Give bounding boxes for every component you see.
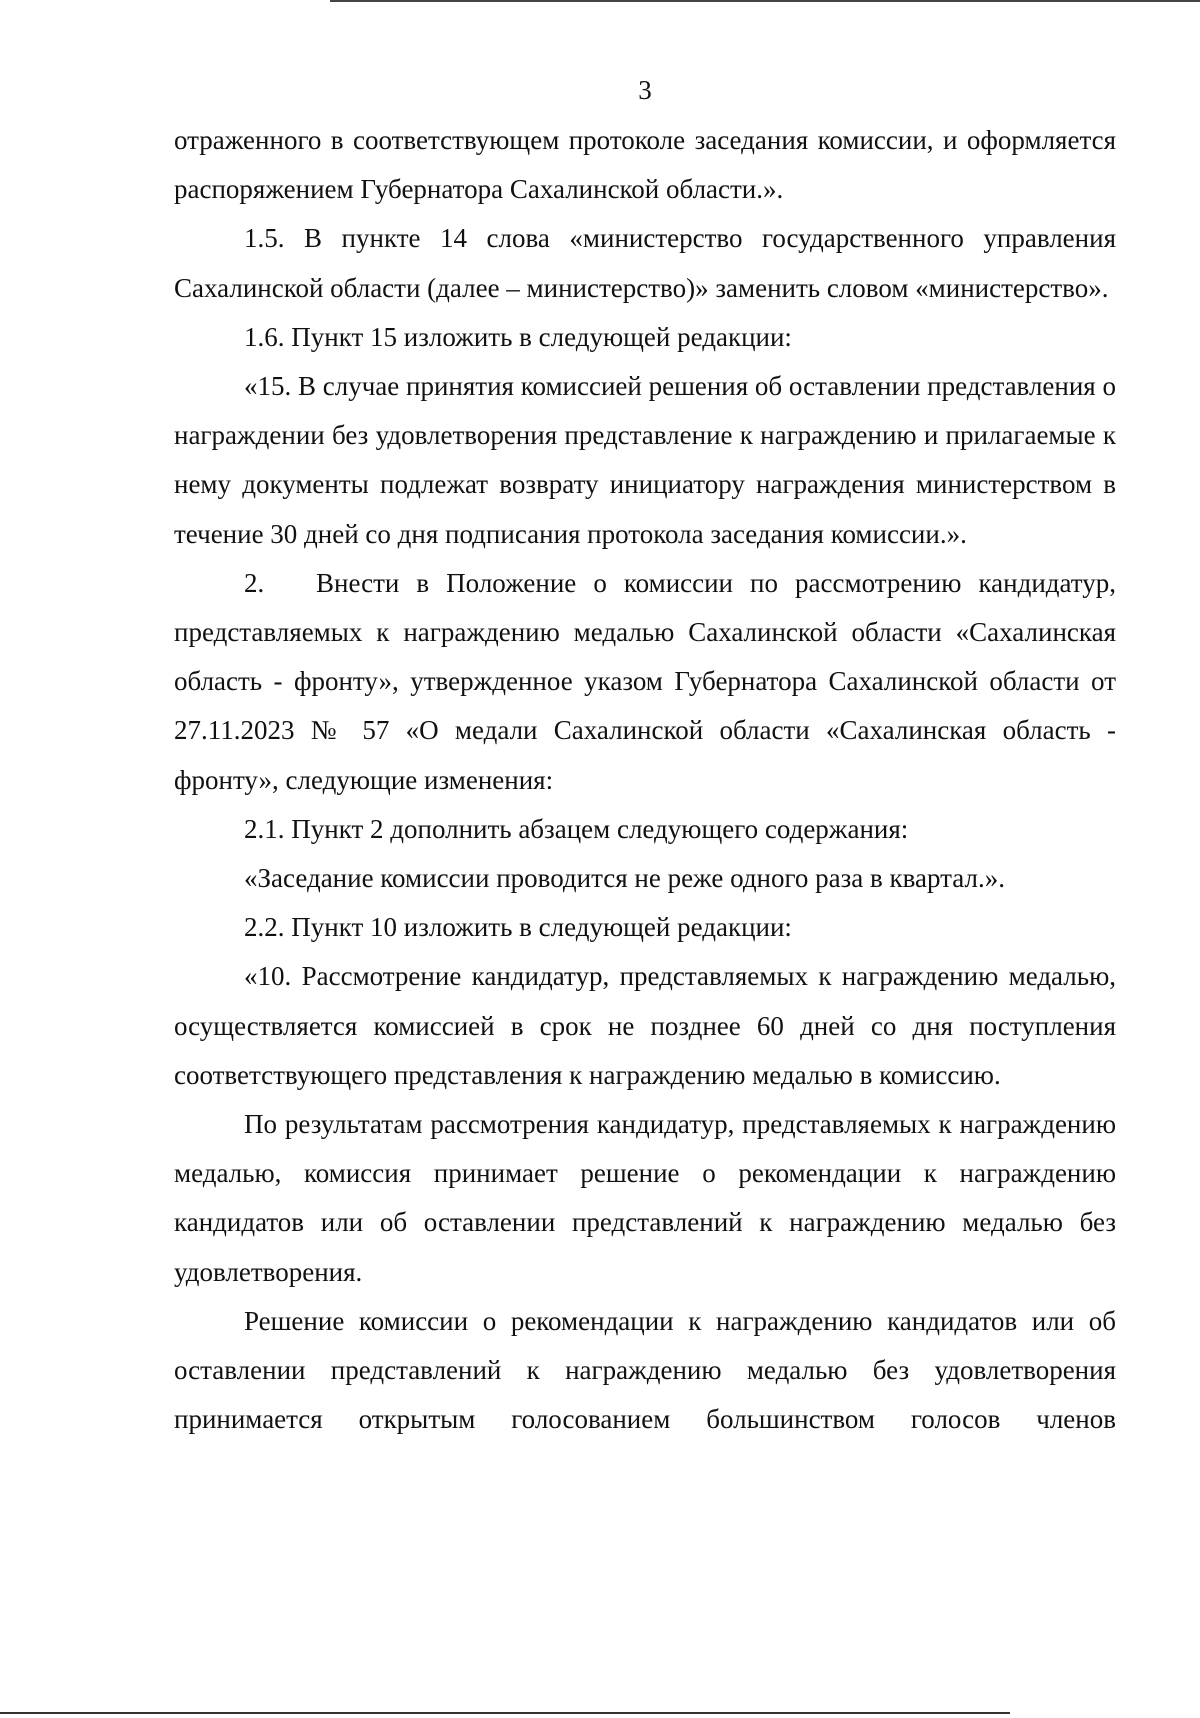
paragraph-quoted-addition: «Заседание комиссии проводится не реже одного раза в квартал.».	[244, 863, 1005, 894]
paragraph-quoted-item-15: «15. В случае принятия комиссией решения об оставлении представления о награждении без удовлетворения представление к награждению и прилагаемые к нему документы подлежат возврату инициатору награждения министерством в течение 30 дней со дня подписания протокола заседания комиссии.».	[174, 371, 1116, 549]
paragraph-item-2-2: 2.2. Пункт 10 изложить в следующей редакции:	[244, 912, 792, 943]
page-number: 3	[638, 75, 652, 105]
item-2-text: Внести в Положение о комиссии по рассмотрению кандидатур, представляемых к награждению медалью Сахалинской области «Сахалинская область - фронту», утвержденное указом Губернатора Сахалинской области от 27.11.2023 № 57 «О медали Сахалинской области «Сахалинская область - фронту», следующие изменения:	[174, 567, 1116, 795]
paragraph-results: По результатам рассмотрения кандидатур, представляемых к награждению медалью, комиссия принимает решение о рекомендации к награждению кандидатов или об оставлении представлений к награждению медалью без удовлетворения.	[174, 1109, 1116, 1287]
paragraph-decision: Решение комиссии о рекомендации к награждению кандидатов или об оставлении представлений к награждению медалью без удовлетворения принимается открытым голосованием большинством голосов членов	[174, 1305, 1116, 1435]
paragraph-item-2	[174, 559, 1116, 805]
scan-edge-bottom	[0, 1712, 1010, 1714]
paragraph-item-1-6: 1.6. Пункт 15 изложить в следующей редакции:	[244, 321, 792, 352]
item-2-number: 2.	[244, 567, 265, 598]
paragraph-continuation: отраженного в соответствующем протоколе заседания комиссии, и оформляется распоряжением Губернатора Сахалинской области.».	[174, 125, 1116, 205]
paragraph-item-1-5: 1.5. В пункте 14 слова «министерство государственного управления Сахалинской области (далее – министерство)» заменить словом «министерство».	[174, 223, 1116, 303]
scan-edge-top	[330, 0, 1200, 2]
document-body	[174, 116, 1116, 1444]
paragraph-quoted-item-10: «10. Рассмотрение кандидатур, представляемых к награждению медалью, осуществляется комиссией в срок не позднее 60 дней со дня поступления соответствующего представления к награждению медалью в комиссию.	[174, 961, 1116, 1090]
paragraph-item-2-1: 2.1. Пункт 2 дополнить абзацем следующего содержания:	[244, 813, 909, 844]
